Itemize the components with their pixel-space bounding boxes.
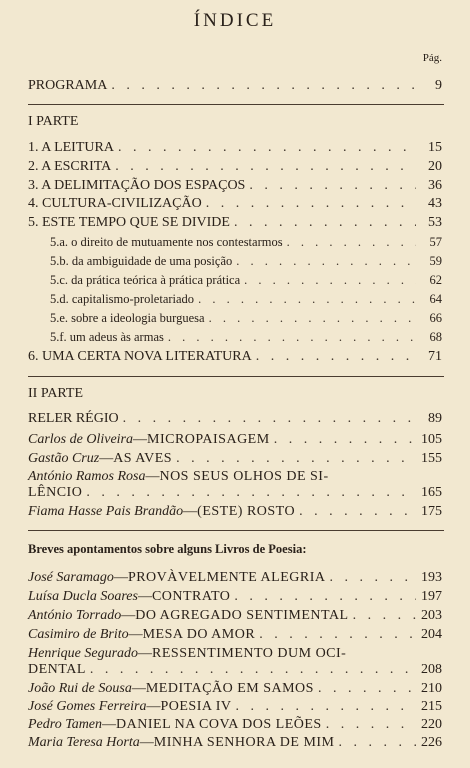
toc-entry-separator: — (99, 451, 114, 466)
toc-entry-author: Carlos de Oliveira (28, 432, 133, 447)
toc-entry-title: RESSENTIMENTO DUM OCI- (152, 646, 347, 661)
toc-entry-separator: — (102, 717, 117, 732)
toc-entry-author: Maria Teresa Horta (28, 735, 140, 750)
toc-entry-separator: — (121, 608, 136, 623)
dot-leader (168, 330, 416, 345)
toc-subentry (50, 292, 442, 310)
toc-entry-title: LÊNCIO (28, 485, 83, 500)
toc-entry-label: 5.f. um adeus às armas (50, 330, 164, 344)
toc-entry-page: 89 (428, 411, 442, 426)
toc-entry-author: Casimiro de Brito (28, 627, 129, 642)
toc-entry-page: 175 (421, 504, 442, 519)
dot-leader (249, 178, 416, 194)
dot-leader (234, 215, 416, 231)
toc-entry-title: POESIA IV (160, 699, 232, 714)
toc-entry-page: 193 (421, 570, 442, 585)
toc-entry-label: 5.a. o direito de mutuamente nos contestarmos (50, 235, 283, 249)
toc-entry-title: PROVÀVELMENTE ALEGRIA (127, 570, 326, 585)
page-column-label: Pág. (422, 52, 442, 64)
toc-entry-page: 226 (421, 735, 442, 750)
toc-entry-page: 210 (421, 681, 442, 696)
toc-entry-separator: — (128, 627, 143, 642)
toc-entry-page: 71 (428, 349, 442, 364)
toc-entry-label: 4. CULTURA-CIVILIZAÇÃO (28, 196, 202, 211)
dot-leader (339, 735, 417, 751)
toc-entry-title: (ESTE) ROSTO (197, 504, 296, 519)
toc-entry-separator: — (138, 646, 153, 661)
toc-entry-label: 3. A DELIMITAÇÃO DOS ESPAÇOS (28, 178, 246, 193)
toc-entry-continuation (28, 485, 442, 503)
toc-entry-title: MICROPAISAGEM (147, 432, 270, 447)
toc-entry (28, 627, 442, 645)
dot-leader (90, 662, 416, 678)
toc-entry-page: 43 (428, 196, 442, 211)
toc-entry (28, 411, 442, 429)
dot-leader (206, 196, 416, 212)
toc-entry-page: 66 (429, 311, 442, 325)
toc-subentry (50, 330, 442, 348)
toc-entry-page: 215 (421, 699, 442, 714)
toc-entry-author: Pedro Tamen (28, 717, 103, 732)
dot-leader (209, 311, 416, 326)
dot-leader (353, 608, 416, 624)
toc-entry (28, 349, 442, 367)
toc-entry-title: DENTAL (28, 662, 86, 677)
toc-entry-separator: — (133, 432, 147, 447)
toc-entry-label: 5.d. capitalismo-proletariado (50, 292, 195, 306)
toc-entry-separator: — (139, 735, 154, 750)
toc-entry (28, 215, 442, 233)
toc-entry-page: 64 (429, 292, 442, 306)
toc-entry-author: Luísa Ducla Soares (28, 589, 138, 604)
toc-entry-page: 68 (429, 330, 442, 344)
toc-entry-author: António Torrado (28, 608, 122, 623)
toc-entry-page: 105 (421, 432, 442, 447)
toc-entry-page: 36 (428, 178, 442, 193)
toc-entry-title: CONTRATO (151, 589, 231, 604)
toc-subentry (50, 254, 442, 272)
toc-entry (28, 451, 442, 469)
toc-entry-page: 53 (428, 215, 442, 230)
toc-entry-author: Fiama Hasse Pais Brandão (28, 504, 184, 519)
toc-entry-title: MEDITAÇÃO EM SAMOS (145, 681, 314, 696)
toc-entry-page: 62 (429, 273, 442, 287)
toc-entry (28, 178, 442, 196)
toc-entry-label: 2. A ESCRITA (28, 159, 112, 174)
toc-entry (28, 735, 442, 753)
toc-subentry (50, 273, 442, 291)
toc-entry-page: 197 (421, 589, 442, 604)
dot-leader (299, 504, 416, 520)
dot-leader (118, 140, 416, 156)
toc-entry-title: MESA DO AMOR (142, 627, 256, 642)
page-title: ÍNDICE (193, 10, 277, 31)
toc-entry-page: 20 (428, 159, 442, 174)
toc-entry-label: 5.c. da prática teórica à prática prática (50, 273, 241, 287)
dot-leader (115, 159, 416, 175)
dot-leader (235, 699, 416, 715)
toc-entry-title: NOS SEUS OLHOS DE SI- (159, 469, 329, 484)
dot-leader (244, 273, 416, 288)
toc-entry-separator: — (131, 681, 146, 696)
divider (28, 376, 444, 377)
toc-entry-label: PROGRAMA (28, 78, 108, 93)
divider (28, 104, 444, 105)
toc-entry-label: 5. ESTE TEMPO QUE SE DIVIDE (28, 215, 230, 230)
dot-leader (326, 717, 416, 733)
toc-entry (28, 681, 442, 699)
toc-entry-author: Henrique Segurado (28, 646, 139, 661)
toc-entry-label: 5.e. sobre a ideologia burguesa (50, 311, 205, 325)
section-heading-breves: Breves apontamentos sobre alguns Livros de Poesia: (28, 542, 307, 556)
dot-leader (234, 589, 416, 605)
toc-entry-author: José Saramago (28, 570, 114, 585)
toc-subentry (50, 311, 442, 329)
toc-entry-page: 204 (421, 627, 442, 642)
toc-entry-label: 1. A LEITURA (28, 140, 114, 155)
toc-entry-separator: — (137, 589, 152, 604)
toc-entry-page: 9 (435, 78, 442, 93)
toc-entry-title: MINHA SENHORA DE MIM (153, 735, 335, 750)
dot-leader (123, 411, 416, 427)
toc-entry (28, 699, 442, 717)
toc-entry (28, 504, 442, 522)
dot-leader (287, 235, 416, 250)
dot-leader (236, 254, 416, 269)
toc-entry-page: 59 (429, 254, 442, 268)
toc-entry (28, 717, 442, 735)
toc-entry-page: 203 (421, 608, 442, 623)
dot-leader (259, 627, 416, 643)
dot-leader (86, 485, 416, 501)
section-heading-part1: I PARTE (28, 114, 79, 129)
dot-leader (274, 432, 416, 448)
toc-entry (28, 196, 442, 214)
toc-entry-label: 5.b. da ambiguidade de uma posição (50, 254, 233, 268)
toc-entry-page: 15 (428, 140, 442, 155)
toc-entry (28, 159, 442, 177)
dot-leader (111, 78, 416, 94)
dot-leader (198, 292, 416, 307)
toc-entry (28, 432, 442, 450)
section-heading-part2: II PARTE (28, 386, 84, 401)
toc-entry-page: 57 (429, 235, 442, 249)
toc-entry-page: 165 (421, 485, 442, 500)
toc-entry-programa (28, 78, 442, 96)
toc-entry-author: José Gomes Ferreira (28, 699, 147, 714)
toc-entry-author: António Ramos Rosa (28, 469, 146, 484)
toc-entry-page: 208 (421, 662, 442, 677)
toc-entry (28, 140, 442, 158)
toc-entry (28, 570, 442, 588)
toc-entry-title: AS AVES (113, 451, 173, 466)
toc-entry-separator: — (183, 504, 198, 519)
toc-entry-author: Gastão Cruz (28, 451, 100, 466)
toc-entry-page: 220 (421, 717, 442, 732)
divider (28, 530, 444, 531)
toc-entry-page: 155 (421, 451, 442, 466)
dot-leader (318, 681, 416, 697)
toc-entry-label: RELER RÉGIO (28, 411, 119, 426)
toc-entry-author: João Rui de Sousa (28, 681, 132, 696)
toc-entry (28, 589, 442, 607)
toc-entry-label: 6. UMA CERTA NOVA LITERATURA (28, 349, 252, 364)
toc-entry (28, 608, 442, 626)
dot-leader (329, 570, 416, 586)
toc-entry-title: DO AGREGADO SENTIMENTAL (135, 608, 349, 623)
toc-subentry (50, 235, 442, 253)
toc-entry-separator: — (146, 699, 161, 714)
dot-leader (176, 451, 416, 467)
toc-entry-continuation (28, 662, 442, 680)
toc-entry-separator: — (145, 469, 160, 484)
toc-entry-separator: — (113, 570, 128, 585)
toc-entry-title: DANIEL NA COVA DOS LEÕES (116, 717, 322, 732)
dot-leader (256, 349, 416, 365)
